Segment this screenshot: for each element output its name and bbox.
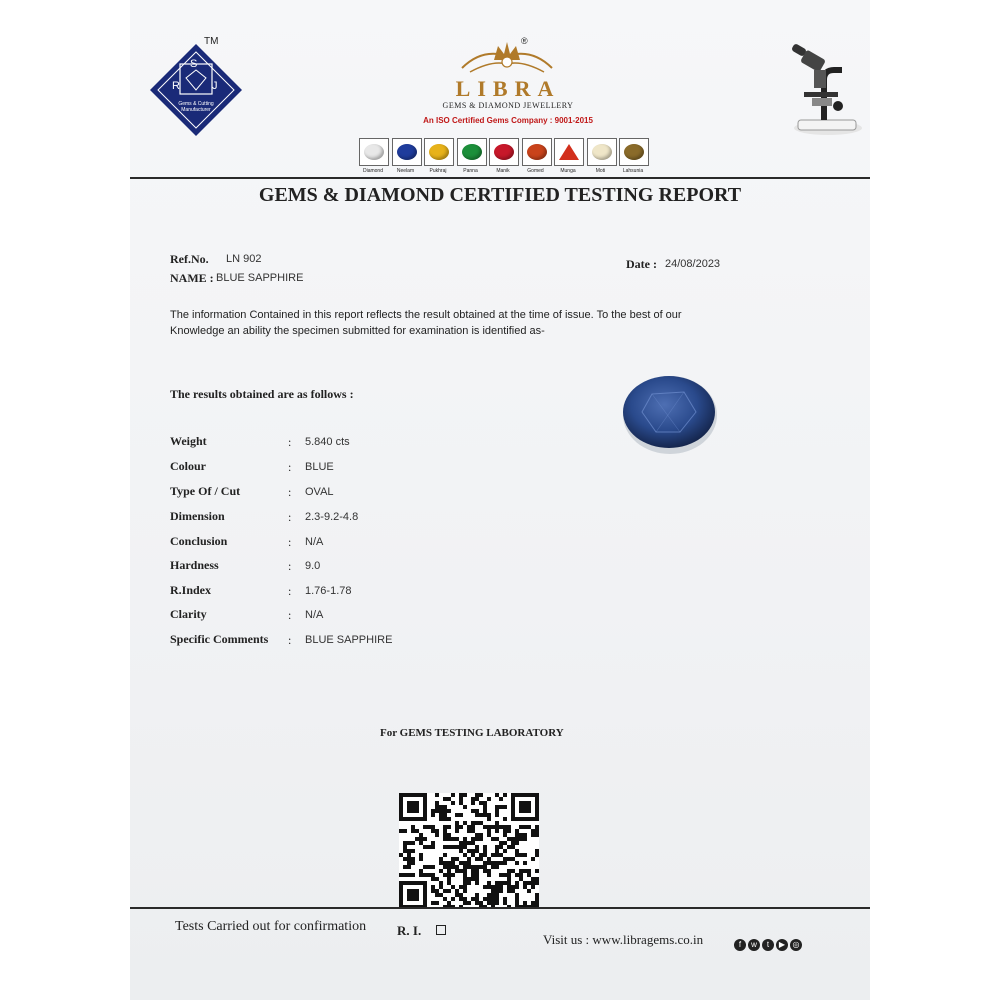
result-value: OVAL (305, 486, 334, 498)
result-value: N/A (305, 536, 324, 548)
gem-7-swatch (554, 138, 584, 166)
result-label: Weight (170, 434, 207, 448)
result-label: Clarity (170, 607, 207, 621)
brand-subtitle: GEMS & DIAMOND JEWELLERY (442, 101, 574, 110)
qr-code[interactable] (399, 793, 539, 909)
srj-tagline: Gems & Cutting Manufacturer (178, 101, 214, 113)
gem-stone-icon (462, 144, 482, 160)
gem-stone-icon (494, 144, 514, 160)
gem-stone-icon (429, 144, 449, 160)
result-value: BLUE SAPPHIRE (305, 634, 393, 646)
srj-trademark: TM (204, 36, 219, 47)
libra-registered-mark: ® (521, 36, 528, 46)
date-value: 24/08/2023 (665, 258, 721, 270)
result-value: 2.3-9.2-4.8 (305, 511, 359, 523)
intro-line-1: The information Contained in this report reflects the result obtained at the time of issue. To the best of our (170, 309, 682, 321)
gem-label: Gomed (527, 168, 544, 174)
gem-6-swatch (522, 138, 552, 166)
gem-8-swatch (587, 138, 617, 166)
gem-stone-icon (527, 144, 547, 160)
gem-stone-icon (592, 144, 612, 160)
result-colon: : (288, 510, 292, 524)
result-label: Hardness (170, 558, 219, 572)
result-label: Type Of / Cut (170, 484, 241, 498)
microscope-icon (784, 40, 864, 140)
result-colon: : (288, 559, 292, 573)
results-heading: The results obtained are as follows : (170, 387, 354, 401)
ref-label: Ref.No. (170, 252, 209, 266)
facebook-icon[interactable]: f (734, 939, 746, 951)
gem-label: Lahsunia (622, 168, 644, 174)
gem-label: Neelam (396, 168, 415, 174)
srj-letter-j: J (212, 80, 218, 92)
gem-label: Panna (463, 168, 478, 174)
result-colon: : (288, 435, 292, 449)
result-colon: : (288, 584, 292, 598)
gem-2-swatch (392, 138, 422, 166)
name-value: BLUE SAPPHIRE (216, 272, 304, 284)
result-label: R.Index (170, 583, 212, 597)
result-label: Conclusion (170, 534, 228, 548)
result-colon: : (288, 460, 292, 474)
instagram-icon[interactable]: ◎ (790, 939, 802, 951)
gem-5-swatch (489, 138, 519, 166)
iso-line: An ISO Certified Gems Company : 9001-2015 (423, 116, 593, 125)
gem-9-swatch (619, 138, 649, 166)
gem-stone-icon (364, 144, 384, 160)
result-value: N/A (305, 609, 324, 621)
blue-sapphire-stone-image (622, 374, 718, 456)
srj-diamond-icon (148, 42, 244, 138)
youtube-icon[interactable]: ▶ (776, 939, 788, 951)
twitter-icon[interactable]: t (762, 939, 774, 951)
gem-stone-icon (397, 144, 417, 160)
result-colon: : (288, 608, 292, 622)
srj-letter-r: R (172, 80, 180, 92)
result-label: Colour (170, 459, 206, 473)
gem-stone-icon (624, 144, 644, 160)
gem-stone-icon (559, 144, 579, 160)
header-divider (130, 177, 870, 179)
result-colon: : (288, 485, 292, 499)
result-colon: : (288, 535, 292, 549)
srj-letter-s: S (190, 58, 198, 70)
intro-line-2: Knowledge an ability the specimen submitted for examination is identified as- (170, 325, 545, 337)
result-value: 1.76-1.78 (305, 585, 352, 597)
gem-label: Munga (560, 168, 576, 174)
footer-divider (130, 907, 870, 909)
result-value: 5.840 cts (305, 436, 350, 448)
date-label: Date : (626, 257, 657, 271)
result-label: Specific Comments (170, 632, 269, 646)
result-value: 9.0 (305, 560, 321, 572)
gem-label: Moti (595, 168, 606, 174)
tests-text: Tests Carried out for confirmation (175, 919, 367, 934)
gem-label: Manik (496, 168, 510, 174)
whatsapp-icon[interactable]: w (748, 939, 760, 951)
result-label: Dimension (170, 509, 225, 523)
gem-label: Pukhraj (429, 168, 447, 174)
ref-value: LN 902 (226, 253, 262, 265)
gem-4-swatch (457, 138, 487, 166)
brand-name: LIBRA (455, 76, 561, 101)
report-title: GEMS & DIAMOND CERTIFIED TESTING REPORT (258, 184, 742, 206)
result-value: BLUE (305, 461, 334, 473)
name-label: NAME : (170, 271, 214, 285)
gem-3-swatch (424, 138, 454, 166)
gem-label: Diamond (362, 168, 383, 174)
ri-text: R. I. (397, 923, 422, 938)
result-colon: : (288, 633, 292, 647)
srj-logo (148, 42, 244, 138)
lab-signature-line: For GEMS TESTING LABORATORY (380, 727, 564, 739)
gem-1-swatch (359, 138, 389, 166)
ri-checkbox[interactable] (436, 925, 446, 935)
libra-crown-icon (452, 38, 562, 78)
website-link[interactable]: Visit us : www.libragems.co.in (543, 932, 704, 947)
